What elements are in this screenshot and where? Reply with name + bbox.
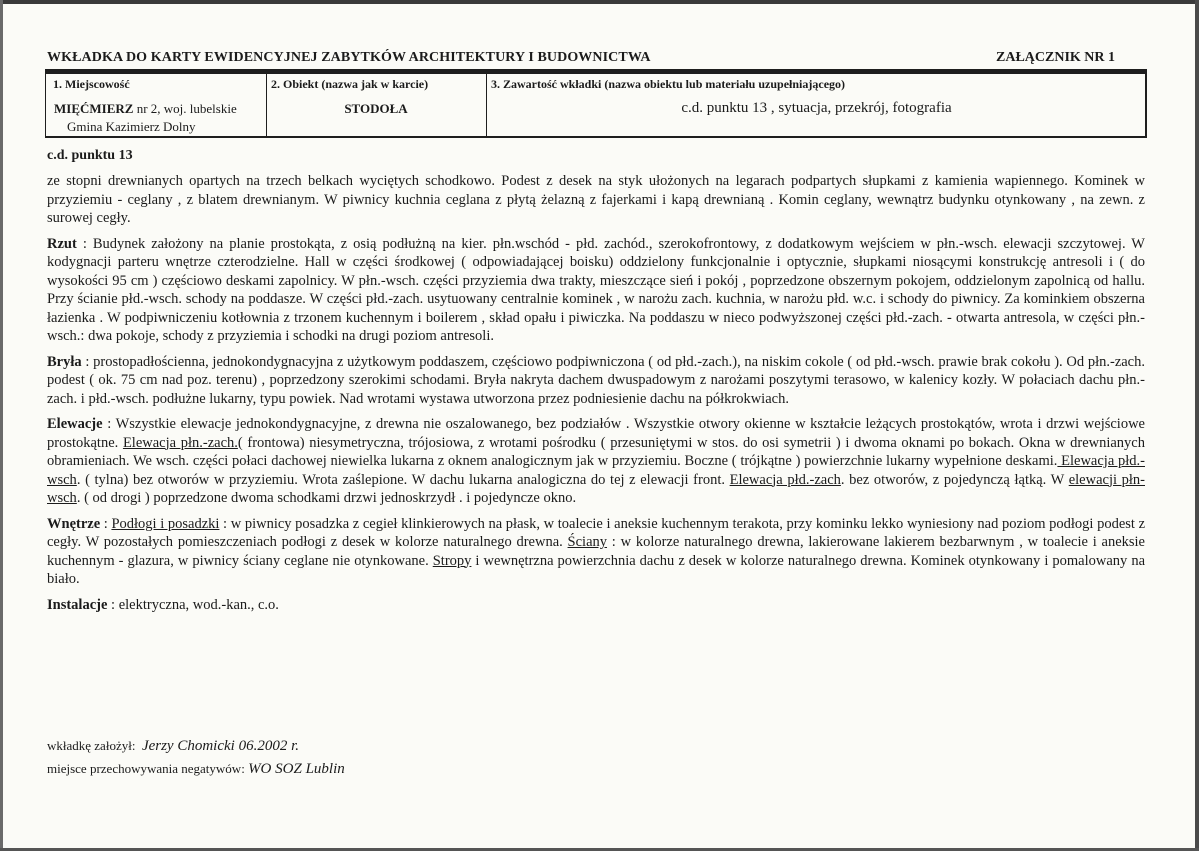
header-fields-table (45, 74, 1147, 138)
field-contents (487, 74, 1146, 136)
rzut-heading: Rzut (47, 235, 77, 252)
rzut-text: : Budynek założony na planie prostokąta, z osią podłużną na kier. płn.wschód - płd. zachód., szerokofrontowy, z dodatkowym wejściem w płn.-wsch. elewacji szczytowej. W kodygnacji parteru wnętrze czterodzielne. Hall w części środkowej ( odpowiadającej boisku) oddzielony funkcjonalnie i optycznie, słupkami niosącymi konstrukcję antresoli i ( do wysokości 95 cm ) częściowo deskami zapolnicy. W płn.-wsch. części przyziemia dwa trakty, mieszczące sień i pokój , poprzedzone obszernym pokojem, oddzielonym zapolnicą od hallu. Przy ścianie płd.-wsch. schody na poddasze. W części płd.-zach. usytuowany centralnie kominek , w narożu zach. kuchnia, w narożu płd. w.c. i schody do piwnicy. Za kominkiem obszerna łazienka . W podpiwniczeniu kotłownia z trzonem kuchennym i boilerem , skład opału i piwiczka. Na poddaszu w nieco podwyższonej części płd.-zach. - otwarta antresola, w części płn.-wsch.: dwa pokoje, schody z przyziemia i schodki na drugi poziom antresoli. (47, 235, 1145, 344)
elewacje-text: : Wszystkie elewacje jednokondygnacyjne, z drewna nie oszalowanego, bez podziałów . Wszystkie otwory okienne w kształcie leżących prostokątów, wrota i drzwi wejściowe prostokątne. (47, 416, 1145, 451)
elewacja-sw-label: Elewacja płd.-zach (729, 471, 841, 488)
card-edge-left (0, 0, 3, 851)
paragraph-rzut (47, 235, 1145, 346)
storage-value: WO SOZ Lublin (248, 761, 345, 777)
storage-label: miejsce przechowywania negatywów: (47, 761, 245, 776)
paragraph-bryla (47, 353, 1145, 409)
field-object-label: 2. Obiekt (nazwa jak w karcie) (271, 77, 429, 91)
elewacje-text: ( frontowa) niesymetryczna, trójosiowa, z wrotami pośrodku ( przesuniętymi w stos. do osi symetrii ) i dwoma oknami po bokach. Okna w drewnianych obramieniach. We wsch. części połaci dachowej niewielka lukarna z oknem analogicznym jak w przyziemiu. Boczne ( trójkątne ) powierzchnie lukarny wypełnione deskami. (47, 434, 1145, 469)
author-label: wkładkę założył: (47, 738, 136, 753)
storage-line (47, 761, 345, 778)
ceilings-label: Stropy (432, 552, 472, 569)
elewacje-text: . ( tylna) bez otworów w przyziemiu. Wrota zaślepione. W dachu lukarna analogiczna do tej z elewacji front. (76, 471, 730, 488)
field-locality-value (54, 101, 237, 117)
paragraph-elewacje (47, 415, 1145, 508)
floors-label: Podłogi i posadzki (111, 515, 220, 532)
author-value: Jerzy Chomicki 06.2002 r. (141, 738, 299, 754)
locality-address: nr 2, woj. lubelskie (133, 101, 237, 116)
instalacje-heading: Instalacje (47, 596, 108, 613)
paragraph-stairs: ze stopni drewnianych opartych na trzech belkach wyciętych schodkowo. Podest z desek na styk ułożonych na legarach podpartych słupkami z kamienia wapiennego. Kominek w przyziemiu - ceglany , z blatem drewnianym. W piwnicy kuchnia ceglana z płytą żelazną z fajerkami i kapą drewnianą . Komin ceglany, wewnątrz budynku otynkowany , na zewn. z surowej cegły. (47, 173, 1145, 226)
bryla-text: : prostopadłościenna, jednokondygnacyjna z użytkowym poddaszem, częściowo podpiwniczona ( od płd.-zach.), na niskim cokole ( od płd.-wsch. prawie brak cokołu ). Od płn.-zach. podest ( ok. 75 cm nad poz. terenu) , poprzedzony szerokimi schodami. Bryła nakryta dachem dwuspadowym z narożami poszytymi terasowo, w kalenicy kozły. W połaciach dachu płn.-zach. i płd.-wsch. podłużne lukarny, typu powiek. Nad wrotami wystawa utworzona przez podniesienie dachu na półkrokwiach. (47, 353, 1145, 407)
bryla-heading: Bryła (47, 353, 82, 370)
field-object (267, 74, 487, 136)
locality-name: MIĘĆMIERZ (54, 101, 134, 116)
document-title: WKŁADKA DO KARTY EWIDENCYJNEJ ZABYTKÓW ARCHITEKTURY I BUDOWNICTWA (47, 50, 651, 65)
elewacje-text: . bez otworów, z pojedynczą łątką. W (840, 471, 1069, 488)
wnetrze-text: : w piwnicy posadzka z cegieł klinkierowych na płask, w toalecie i aneksie kuchennym terakota, przy kominku lekko wyniesiony nad poziom podłogi podest z cegły. W pozostałych pomieszczeniach podłogi z desek w kolorze naturalnego drewna. (47, 515, 1146, 550)
instalacje-text: : elektryczna, wod.-kan., c.o. (107, 596, 279, 613)
description-body (47, 172, 1145, 621)
field-locality-commune: Gmina Kazimierz Dolny (67, 119, 196, 134)
continuation-heading: c.d. punktu 13 (47, 148, 133, 163)
elewacje-heading: Elewacje (47, 416, 103, 432)
field-locality-label: 1. Miejscowość (53, 77, 130, 91)
walls-label: Ściany (567, 534, 608, 550)
field-locality (46, 74, 267, 136)
annex-number: ZAŁĄCZNIK NR 1 (996, 50, 1116, 65)
elewacja-front-label: Elewacja płn.-zach. (122, 434, 238, 451)
wnetrze-heading: Wnętrze (47, 515, 101, 532)
elewacje-text: . ( od drogi ) poprzedzone dwoma schodkami drzwi jednoskrzydł . i pojedyncze okno. (76, 490, 577, 506)
paragraph-instalacje (47, 596, 1145, 615)
author-line (47, 738, 299, 755)
elewacja-ne-label: elewacji płn-wsch (47, 471, 1145, 506)
wnetrze-text: : w kolorze naturalnego drewna, lakierowane lakierem bezbarwnym , w toalecie i aneksie kuchennym - glazura, w piwnicy ściany ceglane nie otynkowane. (47, 534, 1145, 569)
wnetrze-text: i wewnętrzna powierzchnia dachu z desek w kolorze naturalnego drewna. Kominek otynkowany i pomalowany na biało. (47, 552, 1146, 587)
card-edge-top (0, 0, 1199, 4)
field-contents-value: c.d. punktu 13 , sytuacja, przekrój, fotografia (681, 100, 952, 116)
field-object-value: STODOŁA (344, 101, 408, 116)
elewacja-rear-label: Elewacja płd.-wsch (47, 453, 1145, 488)
wnetrze-text: : (100, 515, 112, 532)
field-contents-label: 3. Zawartość wkładki (nazwa obiektu lub materiału uzupełniającego) (491, 77, 846, 91)
card-edge-right (1195, 0, 1199, 851)
paragraph-wnetrze (47, 515, 1145, 589)
